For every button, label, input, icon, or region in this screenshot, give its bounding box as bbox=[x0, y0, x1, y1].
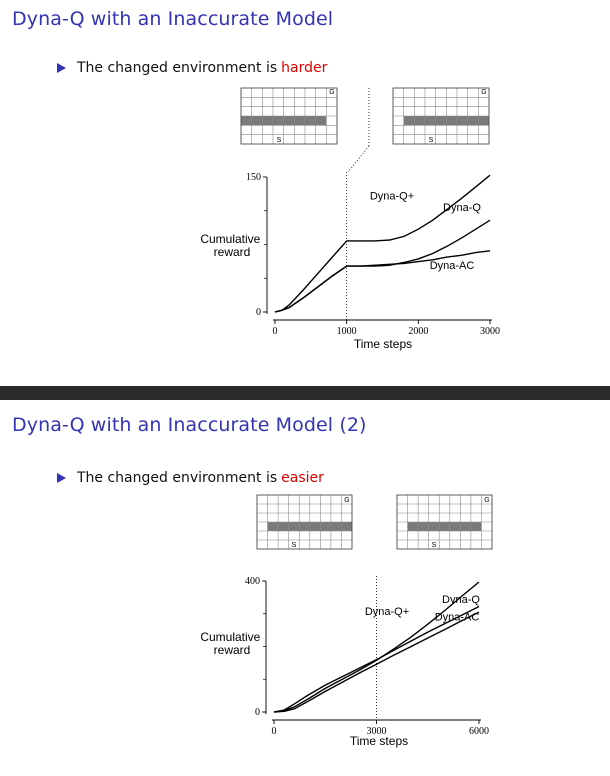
x-tick-label: 3000 bbox=[480, 326, 500, 337]
y-tick-label: 0 bbox=[255, 707, 260, 718]
y-axis-label bbox=[200, 232, 263, 259]
slide-separator bbox=[0, 386, 610, 400]
maze-goal-label: G bbox=[484, 497, 490, 504]
figure bbox=[0, 0, 610, 386]
chart bbox=[200, 576, 489, 748]
y-tick-label: 400 bbox=[245, 576, 260, 587]
maze-goal-label: G bbox=[344, 497, 350, 504]
chart bbox=[200, 172, 500, 351]
slide-title: Dyna-Q with an Inaccurate Model bbox=[12, 8, 334, 30]
x-axis-label: Time steps bbox=[349, 734, 409, 748]
maze-before bbox=[241, 88, 337, 144]
series-label: Dyna-Q+ bbox=[369, 190, 415, 203]
maze-start-label: S bbox=[428, 137, 434, 144]
maze-start-label: S bbox=[431, 542, 437, 549]
y-tick-label: 0 bbox=[256, 307, 261, 318]
maze-after bbox=[397, 495, 492, 549]
series-label: Dyna-AC bbox=[434, 611, 480, 624]
bullet-text: The changed environment is bbox=[77, 60, 278, 76]
x-tick-label: 0 bbox=[271, 726, 277, 737]
series-label: Dyna-Q bbox=[442, 593, 480, 606]
bullet-text: The changed environment is bbox=[77, 470, 278, 486]
y-axis-label bbox=[200, 630, 263, 657]
bullet-emphasis: harder bbox=[281, 60, 328, 76]
x-tick-label: 1000 bbox=[336, 326, 357, 337]
maze-start-label: S bbox=[276, 137, 282, 144]
y-axis-label-line: Cumulative bbox=[200, 630, 261, 644]
maze-before bbox=[257, 495, 352, 549]
x-tick-label: 0 bbox=[272, 326, 278, 337]
y-axis-label-line: reward bbox=[213, 643, 251, 657]
maze-wall bbox=[408, 522, 482, 531]
series-label: Dyna-AC bbox=[429, 259, 475, 272]
series-label: Dyna-Q+ bbox=[364, 606, 410, 619]
maze-after bbox=[393, 88, 489, 144]
y-axis-label-line: reward bbox=[213, 245, 251, 259]
slide-title: Dyna-Q with an Inaccurate Model (2) bbox=[12, 414, 367, 436]
y-axis-label-line: Cumulative bbox=[200, 232, 261, 246]
maze-goal-label: G bbox=[329, 89, 335, 96]
maze-start-label: S bbox=[291, 542, 297, 549]
bullet-emphasis: easier bbox=[281, 470, 324, 486]
x-axis-label: Time steps bbox=[353, 337, 413, 351]
x-tick-label: 6000 bbox=[469, 726, 489, 737]
x-tick-label: 3000 bbox=[366, 726, 387, 737]
change-connector bbox=[348, 146, 369, 172]
y-tick-label: 150 bbox=[246, 172, 261, 183]
series-label: Dyna-Q bbox=[443, 202, 481, 215]
maze-goal-label: G bbox=[481, 89, 487, 96]
x-tick-label: 2000 bbox=[408, 326, 429, 337]
figure bbox=[0, 400, 610, 776]
slide-2 bbox=[0, 400, 610, 776]
slide-1 bbox=[0, 0, 610, 386]
